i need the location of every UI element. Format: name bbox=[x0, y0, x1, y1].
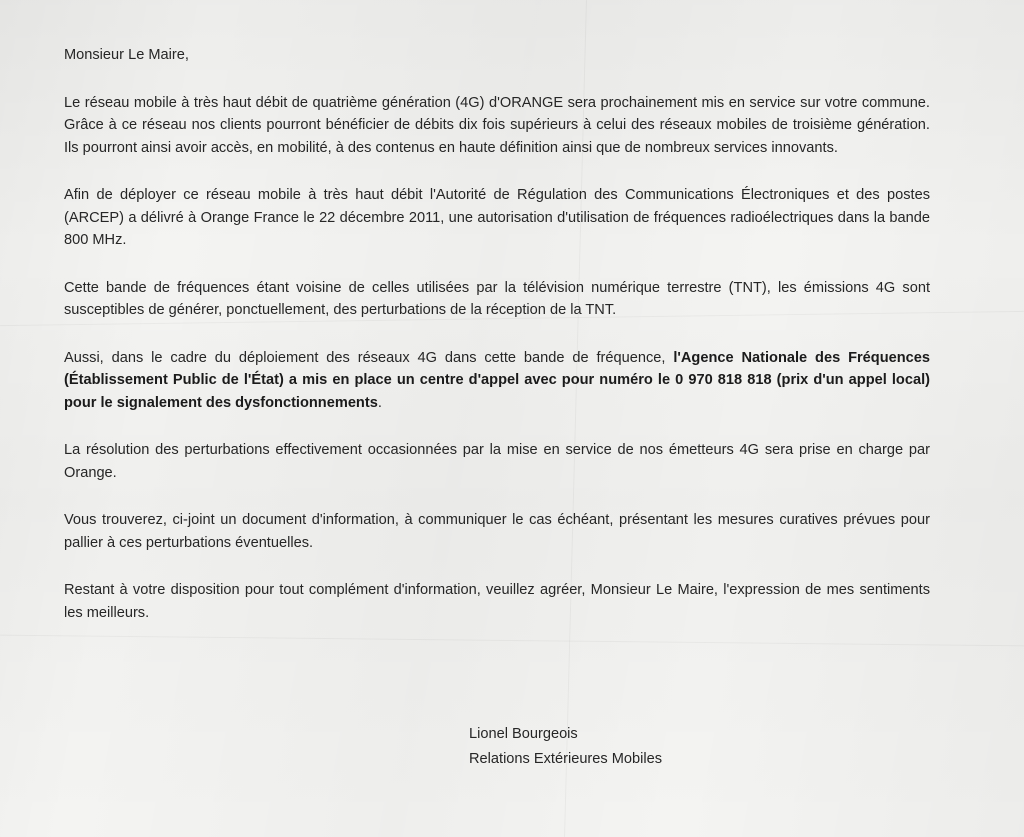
paragraph-line: Restant à votre disposition pour tout complément d'information, veuillez agréer, Monsieur Le Maire, l'expression bbox=[64, 582, 800, 598]
paragraph-4g-network bbox=[64, 92, 930, 160]
paragraph-line: Cette bande de fréquences étant voisine de celles utilisées par la télévision numérique terrestre (TNT), les bbox=[64, 279, 797, 296]
paragraph-call-center bbox=[64, 347, 930, 415]
paragraph-resolution bbox=[64, 439, 930, 484]
paragraph-arcep bbox=[64, 184, 930, 252]
paragraph-line: curatives prévues pour pallier à ces perturbations éventuelles. bbox=[64, 512, 930, 551]
signatory-title: Relations Extérieures Mobiles bbox=[469, 751, 663, 767]
paragraph-closing bbox=[64, 579, 930, 624]
paragraph-line: Le réseau mobile à très haut débit de quatrième génération (4G) d'ORANGE sera prochainement mis en service bbox=[64, 94, 796, 111]
paragraph-line: Afin de déployer ce réseau mobile à très haut débit l'Autorité de Régulation des Communications Électroniques bbox=[64, 187, 830, 203]
paragraph-line bbox=[64, 350, 840, 366]
paragraph-line: Grâce à ce réseau nos clients pourront bénéficier de débits dix fois supérieurs à celui des réseaux mobiles de bbox=[64, 117, 788, 133]
paragraph-line: de mes sentiments les meilleurs. bbox=[64, 582, 931, 621]
paragraph-line-bold: Fréquences (Établissement Public de l'État) a mis en place un centre d'appel avec pour numéro le bbox=[64, 349, 930, 388]
paragraph-text: Aussi, dans le cadre du déploiement des réseaux 4G dans cette bande de fréquence, bbox=[64, 349, 674, 366]
paragraph-line: La résolution des perturbations effectivement occasionnées par la mise en service de nos émetteurs 4G sera bbox=[64, 442, 794, 458]
agency-name-bold: l'Agence Nationale des bbox=[673, 349, 841, 366]
paragraph-line: sur votre commune. bbox=[800, 94, 930, 111]
signatory-name: Lionel Bourgeois bbox=[469, 726, 578, 742]
paragraph-line: prise en charge par Orange. bbox=[64, 442, 931, 481]
paragraph-line: et des postes (ARCEP) a délivré à Orange France le 22 décembre 2011, une autorisation d'utilisation de bbox=[64, 187, 931, 226]
signature-block bbox=[469, 722, 662, 772]
paragraph-line: troisième génération. Ils pourront ainsi avoir accès, en mobilité, à des contenus en haute définition ainsi que de bbox=[64, 117, 930, 156]
paragraph-line: fréquences radioélectriques dans la bande 800 MHz. bbox=[64, 209, 930, 248]
paragraph-line: nombreux services innovants. bbox=[644, 139, 838, 156]
paragraph-line: Vous trouverez, ci-joint un document d'information, à communiquer le cas échéant, présentant les mesures bbox=[64, 512, 774, 528]
paragraph-tnt-interference bbox=[64, 277, 930, 322]
paragraph-attached-document bbox=[64, 509, 930, 554]
paragraph-text: . bbox=[377, 394, 382, 411]
salutation: Monsieur Le Maire, bbox=[64, 47, 189, 63]
phone-number-bold: 0 970 818 818 (prix d'un appel local) pour le signalement des dysfonctionnements bbox=[64, 372, 930, 411]
paragraph-line: émissions 4G sont susceptibles de générer, ponctuellement, des perturbations de la réception de la TNT. bbox=[64, 279, 931, 318]
letter-body bbox=[64, 44, 930, 649]
